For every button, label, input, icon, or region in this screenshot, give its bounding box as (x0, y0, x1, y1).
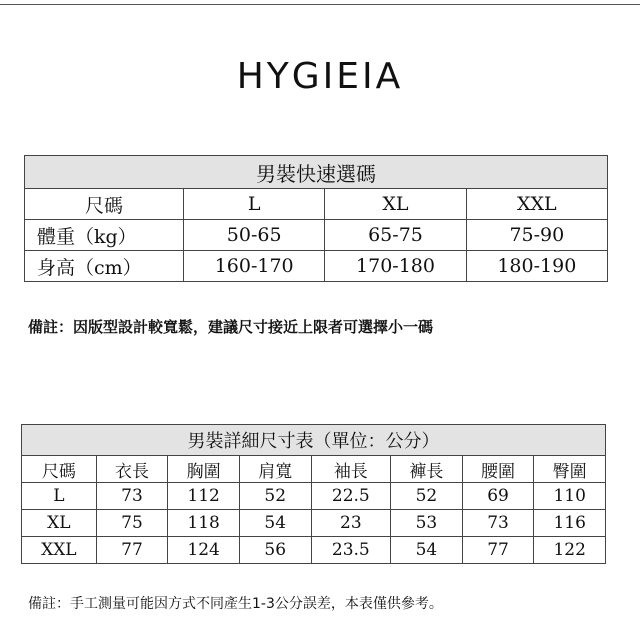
quick-size-table (24, 155, 608, 282)
height-l: 160-170 (184, 251, 325, 282)
table-cell: XXL (22, 537, 97, 564)
quick-size-title: 男裝快速選碼 (25, 156, 608, 189)
size-l: L (184, 189, 325, 220)
height-label: 身高（cm） (25, 251, 184, 282)
weight-label: 體重（kg） (25, 220, 184, 251)
table-cell: 53 (391, 510, 463, 537)
table-cell: 77 (96, 537, 168, 564)
table-cell: XL (22, 510, 97, 537)
table-row (25, 220, 608, 251)
column-header: 胸圍 (168, 456, 240, 483)
table-cell: 54 (239, 510, 311, 537)
column-header: 袖長 (311, 456, 391, 483)
column-header: 臀圍 (534, 456, 606, 483)
table-row (22, 483, 606, 510)
table-cell: 116 (534, 510, 606, 537)
table-cell: 73 (96, 483, 168, 510)
top-border-line (0, 4, 640, 5)
table-row (25, 189, 608, 220)
table-cell: 110 (534, 483, 606, 510)
table-cell: 23 (311, 510, 391, 537)
table-cell: 52 (391, 483, 463, 510)
weight-xl: 65-75 (325, 220, 466, 251)
table-cell: 112 (168, 483, 240, 510)
column-header: 肩寬 (239, 456, 311, 483)
detail-size-title: 男裝詳細尺寸表（單位：公分） (22, 425, 606, 456)
table-cell: 73 (462, 510, 534, 537)
height-xl: 170-180 (325, 251, 466, 282)
column-header: 衣長 (96, 456, 168, 483)
table-row (22, 510, 606, 537)
table-cell: 118 (168, 510, 240, 537)
table-cell: 23.5 (311, 537, 391, 564)
fit-note: 備註：因版型設計較寬鬆，建議尺寸接近上限者可選擇小一碼 (28, 318, 434, 336)
column-header: 腰圍 (462, 456, 534, 483)
table-row (22, 456, 606, 483)
size-header: 尺碼 (25, 189, 184, 220)
weight-l: 50-65 (184, 220, 325, 251)
table-cell: 54 (391, 537, 463, 564)
size-xl: XL (325, 189, 466, 220)
measurement-note: 備註：手工測量可能因方式不同產生1-3公分誤差，本表僅供參考。 (28, 596, 443, 612)
column-header: 尺碼 (22, 456, 97, 483)
detail-size-table (21, 424, 606, 564)
weight-xxl: 75-90 (466, 220, 607, 251)
height-xxl: 180-190 (466, 251, 607, 282)
column-header: 褲長 (391, 456, 463, 483)
table-cell: 75 (96, 510, 168, 537)
table-cell: 124 (168, 537, 240, 564)
table-row (25, 251, 608, 282)
brand-logo: HYGIEIA (236, 56, 404, 97)
table-row (22, 537, 606, 564)
table-cell: 122 (534, 537, 606, 564)
table-cell: 56 (239, 537, 311, 564)
table-cell: L (22, 483, 97, 510)
table-cell: 69 (462, 483, 534, 510)
table-cell: 52 (239, 483, 311, 510)
table-cell: 77 (462, 537, 534, 564)
size-xxl: XXL (466, 189, 607, 220)
table-cell: 22.5 (311, 483, 391, 510)
